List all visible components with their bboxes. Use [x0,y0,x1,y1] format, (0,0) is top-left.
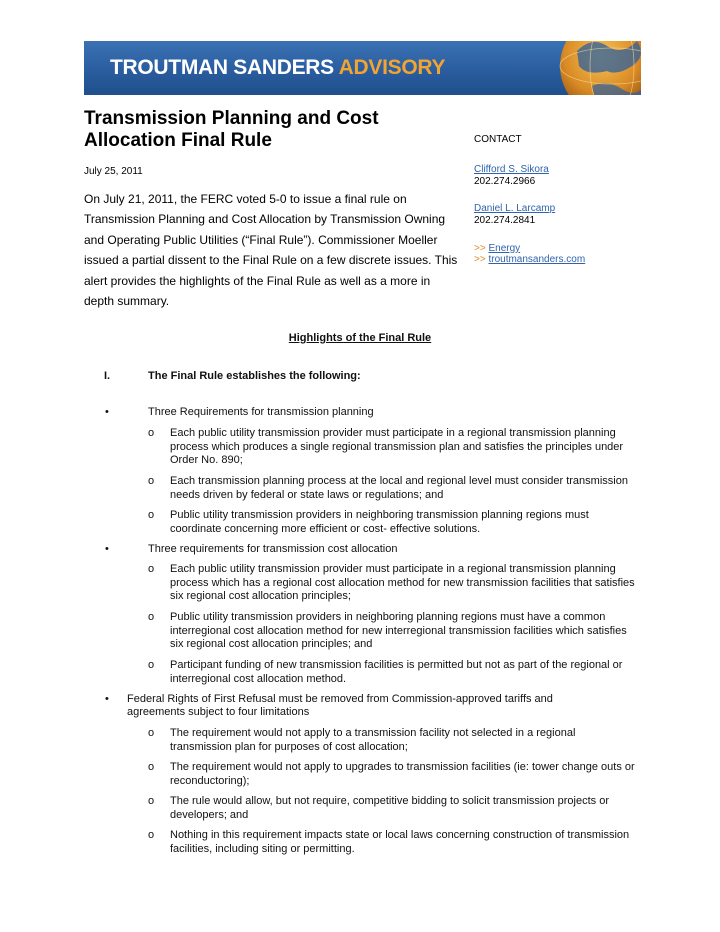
section-title: The Final Rule establishes the following: [148,370,361,382]
sub-bullet-item: Each transmission planning process at the local and regional level must consider transmission needs driven by federal or state laws or regulations; and [170,475,628,501]
contact-heading: CONTACT [474,134,522,145]
banner-title [110,56,445,80]
sub-bullet-item: The requirement would not apply to a transmission facility not selected in a regional transmission plan for purposes of cost allocation; [170,727,576,753]
sub-bullet-item: Public utility transmission providers in neighboring transmission planning regions must coordinate concerning more efficient or cost- effective solutions. [170,509,589,535]
energy-link[interactable]: Energy [488,243,521,254]
sub-bullet-icon: o [148,727,155,739]
bullet-item: Three Requirements for transmission planning [148,406,374,418]
link-row-energy [474,243,520,254]
sub-bullet-icon: o [148,659,155,671]
website-link[interactable]: troutmansanders.com [488,254,586,265]
section-number: I. [104,370,111,382]
contact-link-larcamp[interactable]: Daniel L. Larcamp [474,203,556,214]
link-row-website [474,254,585,265]
bullet-item: Federal Rights of First Refusal must be removed from Commission-approved tariffs and agreements subject to four limitations [127,693,553,718]
advisory-label: ADVISORY [338,56,446,79]
sub-bullet-item: Nothing in this requirement impacts state or local laws concerning construction of transmission facilities, including siting or permitting. [170,829,630,855]
brand-name: TROUTMAN SANDERS [110,56,334,79]
sub-bullet-item: The rule would allow, but not require, competitive bidding to solicit transmission projects or developers; and [170,795,609,821]
sub-bullet-icon: o [148,795,155,807]
sub-bullet-item: The requirement would not apply to upgrades to transmission facilities (ie: tower change outs or reconductoring); [170,761,635,787]
double-arrow-icon: >> [474,243,486,254]
sub-bullet-icon: o [148,509,155,521]
contact-link-sikora[interactable]: Clifford S. Sikora [474,164,549,175]
sub-bullet-icon: o [148,427,155,439]
sub-bullet-icon: o [148,829,155,841]
article-date: July 25, 2011 [84,166,143,177]
highlights-heading: Highlights of the Final Rule [288,332,432,344]
bullet-icon: • [105,406,109,418]
sub-bullet-item: Each public utility transmission provider must participate in a regional transmission planning process which produces a single regional transmission plan and satisfies the principles under Order No. 890; [170,427,624,466]
sub-bullet-icon: o [148,563,155,575]
sub-bullet-icon: o [148,761,155,773]
double-arrow-icon: >> [474,254,486,265]
sub-bullet-item: Participant funding of new transmission facilities is permitted but not as part of the regional or interregional cost allocation method. [170,659,623,685]
contact-phone-larcamp: 202.274.2841 [474,215,536,226]
globe-icon [557,41,641,95]
bullet-icon: • [105,693,109,705]
intro-paragraph: On July 21, 2011, the FERC voted 5-0 to issue a final rule on Transmission Planning and Cost Allocation by Transmission Owning and Operating Public Utilities (“Final Rule”). Commissioner Moeller issued a partial dissent to the Final Rule on a few discrete issues. This alert provides the highlights of the Final Rule as well as a more in depth summary. [84,192,458,309]
sub-bullet-icon: o [148,611,155,623]
article-title: Transmission Planning and Cost Allocation Final Rule [84,108,379,151]
bullet-item: Three requirements for transmission cost allocation [148,543,398,555]
sub-bullet-icon: o [148,475,155,487]
sub-bullet-item: Public utility transmission providers in neighboring planning regions must have a common interregional cost allocation method for new interregional transmission facilities which satisfies six regional cost allocation principles; and [170,611,627,650]
contact-phone-sikora: 202.274.2966 [474,176,536,187]
header-banner [84,41,641,95]
sub-bullet-item: Each public utility transmission provider must participate in a regional transmission planning process which has a regional cost allocation method for new transmission facilities that satisfies six regional cost allocation principles; [170,563,635,602]
bullet-icon: • [105,543,109,555]
